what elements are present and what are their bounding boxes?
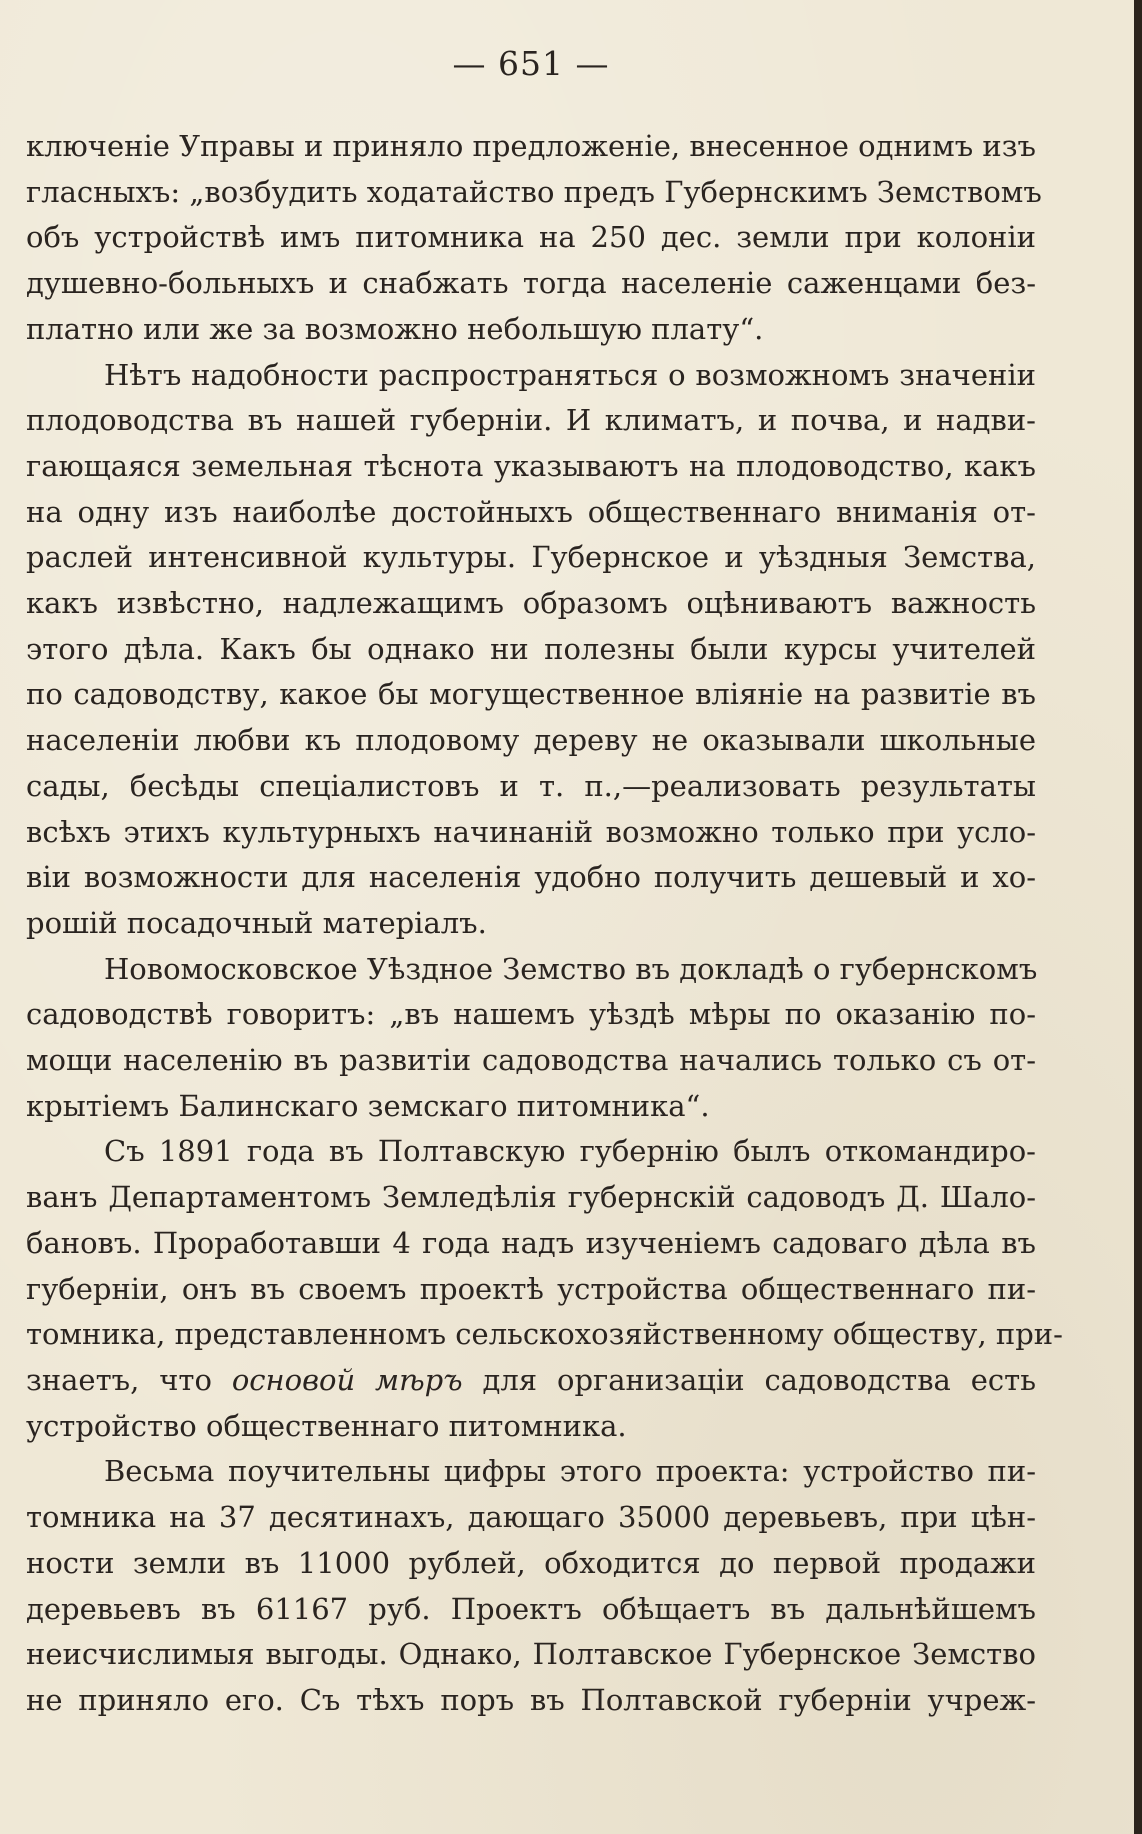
text-run: знаетъ, что: [26, 1362, 232, 1397]
text-line: деревьевъ въ 61167 руб. Проектъ обѣщаетъ въ дальнѣйшемъ: [26, 1591, 1036, 1626]
text-line: рошій посадочный матеріалъ.: [26, 905, 487, 940]
text-line: крытіемъ Балинскаго земскаго питомника“.: [26, 1088, 710, 1123]
text-line: бановъ. Проработавши 4 года надъ изученіемъ садоваго дѣла въ: [26, 1225, 1036, 1260]
body-text: [26, 124, 1063, 1724]
text-line: по садоводству, какое бы могущественное вліяніе на развитіе въ: [26, 677, 1036, 712]
text-line: Новомосковское Уѣздное Земство въ докладѣ о губернскомъ: [104, 951, 1038, 986]
text-line: этого дѣла. Какъ бы однако ни полезны были курсы учителей: [26, 631, 1036, 666]
text-line: Съ 1891 года въ Полтавскую губернію былъ откомандиро-: [104, 1134, 1036, 1169]
text-line: томника на 37 десятинахъ, дающаго 35000 деревьевъ, при цѣн-: [26, 1500, 1036, 1535]
paragraph: [26, 124, 1042, 353]
text-line-with-emphasis: [26, 1358, 1036, 1404]
text-line: губерніи, онъ въ своемъ проектѣ устройства общественнаго пи-: [26, 1271, 1036, 1306]
text-line: душевно-больныхъ и снабжать тогда населеніе саженцами без-: [26, 266, 1036, 301]
text-line: сады, бесѣды спеціалистовъ и т. п.,—реализовать результаты: [26, 768, 1036, 803]
paragraph: [26, 947, 1036, 1130]
text-line: какъ извѣстно, надлежащимъ образомъ оцѣниваютъ важность: [26, 586, 1036, 621]
text-line: Весьма поучительны цифры этого проекта: устройство пи-: [104, 1454, 1036, 1489]
text-line: не приняло его. Съ тѣхъ поръ въ Полтавской губерніи учреж-: [26, 1682, 1036, 1717]
text-line: на одну изъ наиболѣе достойныхъ общественнаго вниманія от-: [26, 494, 1036, 529]
text-line: платно или же за возможно небольшую плату“.: [26, 311, 764, 346]
text-line: ванъ Департаментомъ Земледѣлія губернскій садоводъ Д. Шало-: [26, 1180, 1036, 1215]
text-line: томника, представленномъ сельскохозяйственному обществу, при-: [26, 1317, 1063, 1352]
text-line: мощи населенію въ развитіи садоводства начались только съ от-: [26, 1043, 1036, 1078]
text-line: віи возможности для населенія удобно получить дешевый и хо-: [26, 860, 1036, 895]
text-line: гласныхъ: „возбудить ходатайство предъ Губернскимъ Земствомъ: [26, 174, 1042, 209]
paragraph: [26, 1449, 1036, 1723]
text-run: для организаціи садоводства есть: [462, 1362, 1036, 1397]
text-line: всѣхъ этихъ культурныхъ начинаній возможно только при усло-: [26, 814, 1036, 849]
italic-emphasis: основой мѣръ: [231, 1362, 463, 1397]
paragraph: [26, 1129, 1063, 1449]
text-line: неисчислимыя выгоды. Однако, Полтавское Губернское Земство: [26, 1637, 1036, 1672]
paragraph: [26, 353, 1036, 947]
text-line: объ устройствѣ имъ питомника на 250 дес. земли при колоніи: [26, 220, 1036, 255]
text-line: раслей интенсивной культуры. Губернское и уѣздныя Земства,: [26, 540, 1036, 575]
text-line: плодоводства въ нашей губерніи. И климатъ, и почва, и надви-: [26, 403, 1036, 438]
text-line: садоводствѣ говоритъ: „въ нашемъ уѣздѣ мѣры по оказанію по-: [26, 997, 1036, 1032]
page-number: — 651 —: [452, 44, 610, 83]
page-edge-shadow: [1134, 0, 1142, 1834]
text-line: ключеніе Управы и приняло предложеніе, внесенное однимъ изъ: [26, 129, 1036, 163]
text-line: Нѣтъ надобности распространяться о возможномъ значеніи: [104, 357, 1036, 392]
text-line: гающаяся земельная тѣснота указываютъ на плодоводство, какъ: [26, 448, 1036, 483]
text-line: ности земли въ 11000 рублей, обходится до первой продажи: [26, 1545, 1036, 1580]
text-line: населеніи любви къ плодовому дереву не оказывали школьные: [26, 723, 1036, 758]
text-line: устройство общественнаго питомника.: [26, 1408, 627, 1443]
